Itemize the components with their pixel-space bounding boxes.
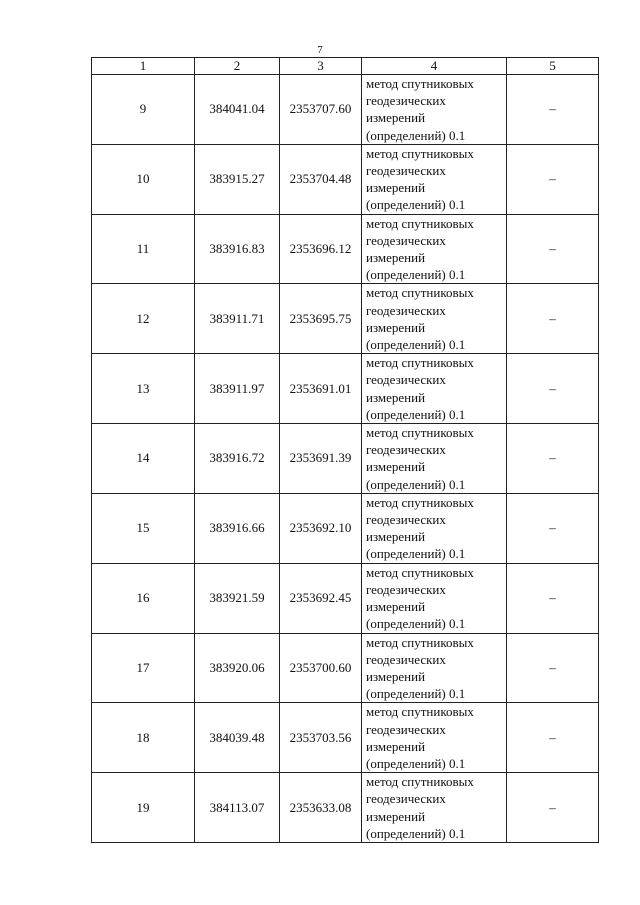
header-col-4: 4 [362,58,507,75]
note-cell: – [507,633,599,703]
point-number-cell: 11 [92,214,195,284]
note-cell: – [507,284,599,354]
table-header-row [92,58,599,75]
method-cell: метод спутниковых геодезических измерений (определений) 0.1 [362,773,507,843]
y-coordinate-cell: 2353707.60 [280,75,362,145]
x-coordinate-cell: 383911.97 [195,354,280,424]
y-coordinate-cell: 2353633.08 [280,773,362,843]
header-col-1: 1 [92,58,195,75]
point-number-cell: 10 [92,144,195,214]
table-row [92,354,599,424]
table-row [92,703,599,773]
table-body [92,75,599,843]
x-coordinate-cell: 383916.83 [195,214,280,284]
point-number-cell: 15 [92,493,195,563]
y-coordinate-cell: 2353692.10 [280,493,362,563]
method-cell: метод спутниковых геодезических измерений (определений) 0.1 [362,354,507,424]
y-coordinate-cell: 2353696.12 [280,214,362,284]
y-coordinate-cell: 2353692.45 [280,563,362,633]
y-coordinate-cell: 2353703.56 [280,703,362,773]
x-coordinate-cell: 383916.66 [195,493,280,563]
header-col-5: 5 [507,58,599,75]
table-row [92,284,599,354]
table-row [92,633,599,703]
table-row [92,75,599,145]
note-cell: – [507,354,599,424]
method-cell: метод спутниковых геодезических измерений (определений) 0.1 [362,284,507,354]
point-number-cell: 17 [92,633,195,703]
header-col-2: 2 [195,58,280,75]
x-coordinate-cell: 383916.72 [195,424,280,494]
y-coordinate-cell: 2353704.48 [280,144,362,214]
table-row [92,493,599,563]
note-cell: – [507,214,599,284]
point-number-cell: 14 [92,424,195,494]
note-cell: – [507,563,599,633]
method-cell: метод спутниковых геодезических измерений (определений) 0.1 [362,703,507,773]
method-cell: метод спутниковых геодезических измерений (определений) 0.1 [362,144,507,214]
method-cell: метод спутниковых геодезических измерений (определений) 0.1 [362,563,507,633]
x-coordinate-cell: 383920.06 [195,633,280,703]
point-number-cell: 16 [92,563,195,633]
table-row [92,144,599,214]
coordinates-table [91,57,599,843]
note-cell: – [507,424,599,494]
x-coordinate-cell: 383921.59 [195,563,280,633]
method-cell: метод спутниковых геодезических измерений (определений) 0.1 [362,214,507,284]
y-coordinate-cell: 2353691.39 [280,424,362,494]
x-coordinate-cell: 383915.27 [195,144,280,214]
page-number: 7 [317,44,323,56]
point-number-cell: 19 [92,773,195,843]
table-row [92,563,599,633]
note-cell: – [507,773,599,843]
header-col-3: 3 [280,58,362,75]
table-row [92,773,599,843]
x-coordinate-cell: 384041.04 [195,75,280,145]
y-coordinate-cell: 2353695.75 [280,284,362,354]
method-cell: метод спутниковых геодезических измерений (определений) 0.1 [362,493,507,563]
note-cell: – [507,144,599,214]
x-coordinate-cell: 384113.07 [195,773,280,843]
y-coordinate-cell: 2353691.01 [280,354,362,424]
method-cell: метод спутниковых геодезических измерений (определений) 0.1 [362,75,507,145]
point-number-cell: 12 [92,284,195,354]
method-cell: метод спутниковых геодезических измерений (определений) 0.1 [362,424,507,494]
x-coordinate-cell: 383911.71 [195,284,280,354]
note-cell: – [507,493,599,563]
y-coordinate-cell: 2353700.60 [280,633,362,703]
method-cell: метод спутниковых геодезических измерений (определений) 0.1 [362,633,507,703]
point-number-cell: 18 [92,703,195,773]
table-row [92,214,599,284]
point-number-cell: 13 [92,354,195,424]
note-cell: – [507,703,599,773]
note-cell: – [507,75,599,145]
table-row [92,424,599,494]
x-coordinate-cell: 384039.48 [195,703,280,773]
point-number-cell: 9 [92,75,195,145]
